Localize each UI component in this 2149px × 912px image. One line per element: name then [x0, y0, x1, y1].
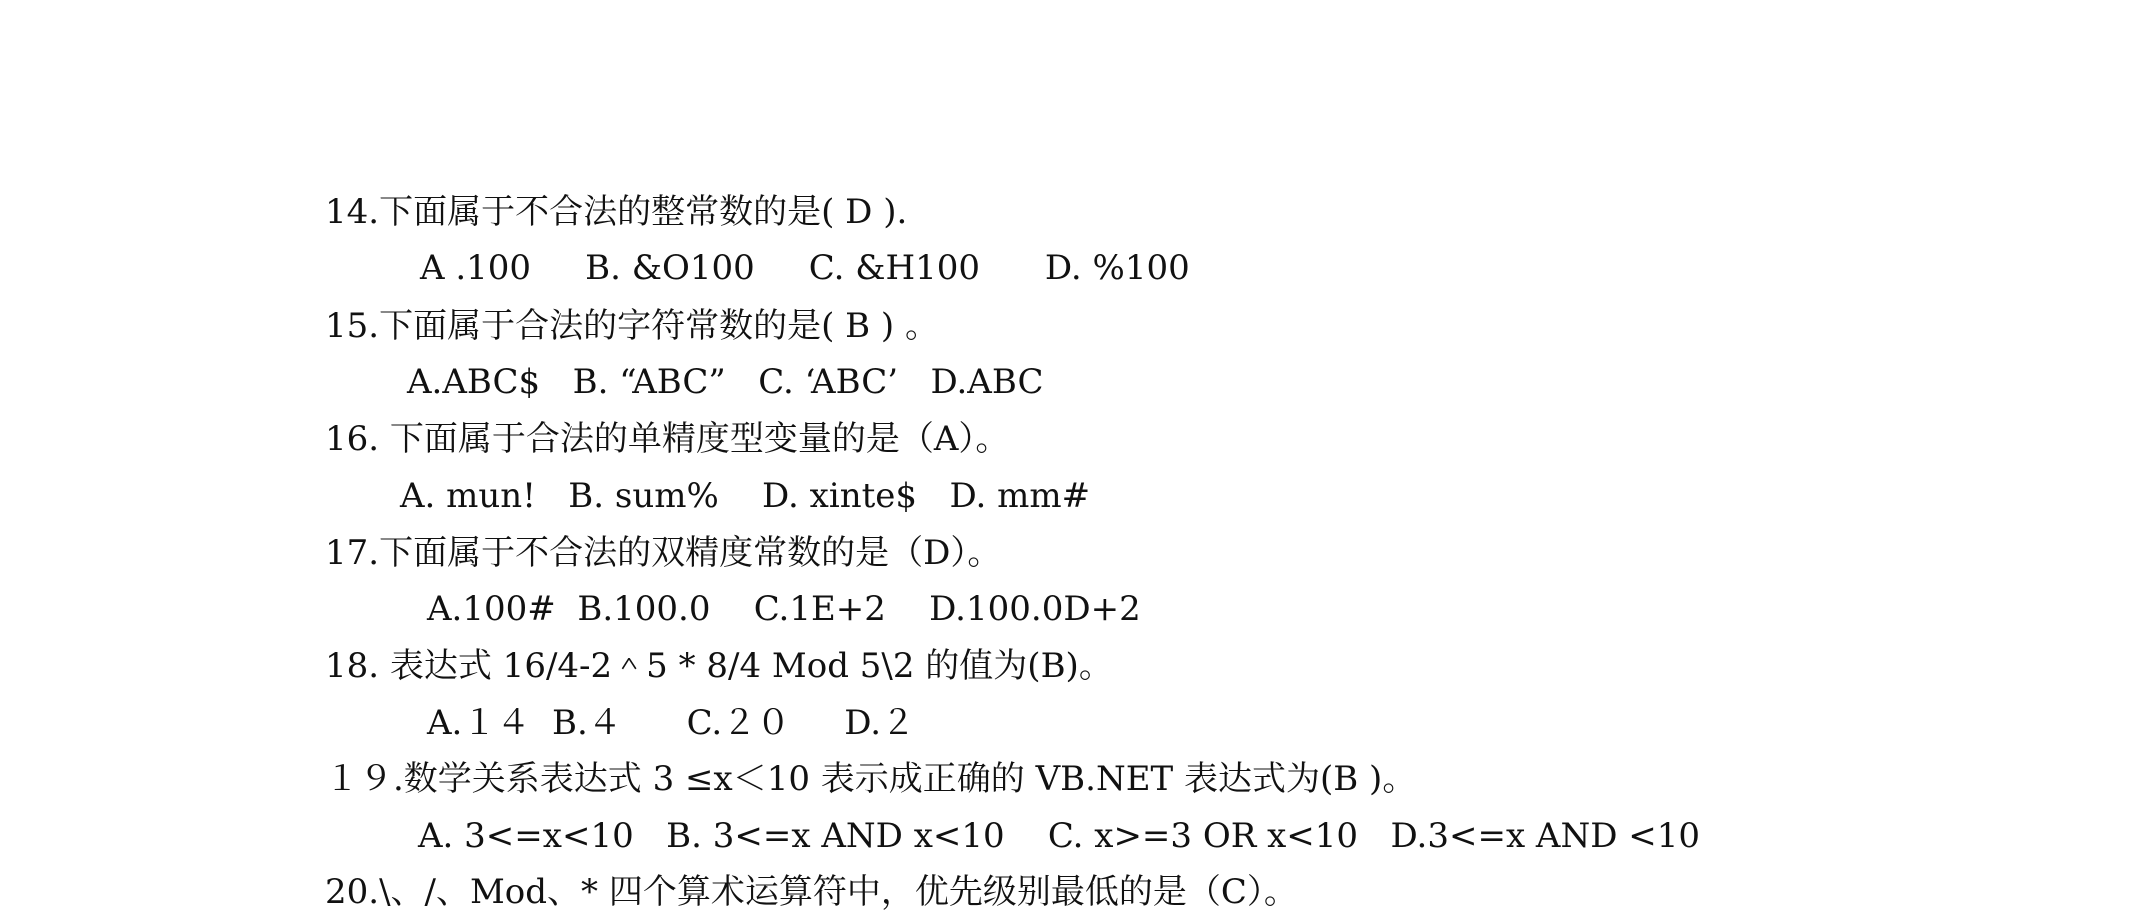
question-19-stem: １９.数学关系表达式 3 ≤x＜10 表示成正确的 VB.NET 表达式为(B )。 [325, 759, 1417, 799]
question-14-options: A .100 B. &O100 C. &H100 D. %100 [420, 248, 1190, 288]
question-14-stem: 14.下面属于不合法的整常数的是( D ). [325, 192, 908, 232]
question-17-stem: 17.下面属于不合法的双精度常数的是（D）。 [325, 533, 1002, 573]
question-16-options: A. mun! B. sum% D. xinte$ D. mm# [400, 476, 1091, 516]
question-18-stem: 18. 表达式 16/4-2＾5 * 8/4 Mod 5\2 的值为(B)。 [325, 646, 1113, 686]
question-15-options: A.ABC$ B. “ABC” C. ‘ABC’ D.ABC [407, 362, 1044, 402]
question-16-stem: 16. 下面属于合法的单精度型变量的是（A）。 [325, 419, 1010, 459]
question-17-options: A.100# B.100.0 C.1E+2 D.100.0D+2 [427, 589, 1141, 629]
question-15-stem: 15.下面属于合法的字符常数的是( B ) 。 [325, 306, 940, 346]
question-19-options: A. 3<=x<10 B. 3<=x AND x<10 C. x>=3 OR x<10 D.3<=x AND <10 [418, 816, 1701, 856]
question-18-options: A.１４ B.４ C.２０ D.２ [427, 703, 916, 743]
question-20-stem: 20.\、/、Mod、* 四个算术运算符中，优先级别最低的是（C）。 [325, 872, 1298, 912]
